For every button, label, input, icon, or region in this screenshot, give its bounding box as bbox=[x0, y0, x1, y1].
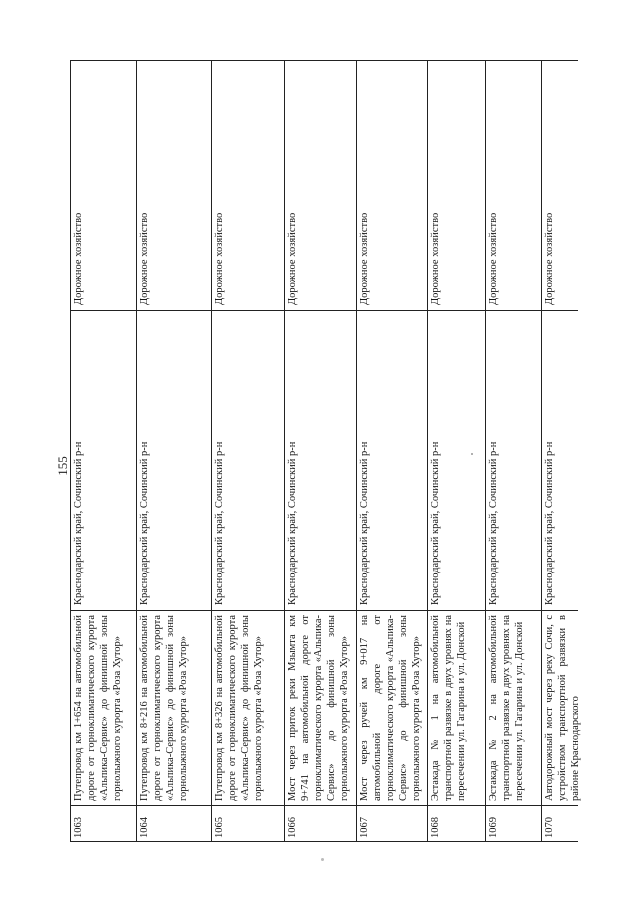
sector: Дорожное хозяйство bbox=[488, 212, 499, 305]
location-cell bbox=[212, 311, 284, 611]
table-row bbox=[427, 60, 485, 842]
location: Краснодарский край, Сочинский р-н bbox=[73, 441, 84, 605]
row-number-cell bbox=[542, 806, 578, 842]
location-cell bbox=[486, 311, 541, 611]
object-name: Мост через приток реки Мзымта км 9+741 на автомобильной дороге от горноклиматического курорта «Альпика-Сервис» до финишной зоны горнолыжного курорта «Роза Хутор» bbox=[287, 615, 350, 801]
row-number-cell bbox=[486, 806, 541, 842]
location: Краснодарский край, Сочинский р-н bbox=[359, 441, 370, 605]
location-cell bbox=[285, 311, 356, 611]
object-name: Автодорожный мост через реку Сочи, с устройством транспортной развязки в районе Краснодарского bbox=[544, 615, 581, 801]
location-cell bbox=[428, 311, 485, 611]
object-name-cell bbox=[71, 611, 136, 806]
sector: Дорожное хозяйство bbox=[544, 212, 555, 305]
sector-cell bbox=[542, 60, 578, 311]
object-name-cell bbox=[542, 611, 581, 806]
location-cell bbox=[357, 311, 427, 611]
location: Краснодарский край, Сочинский р-н bbox=[214, 441, 225, 605]
object-name-cell bbox=[428, 611, 485, 806]
page-number: 155 bbox=[55, 456, 70, 476]
object-name-cell bbox=[357, 611, 427, 806]
object-name: Путепровод км 8+216 на автомобильной дороге от горноклиматического курорта «Альпика-Сервис» до финишной зоны горнолыжного курорта «Роза Хутор» bbox=[139, 615, 189, 801]
row-number: 1069 bbox=[488, 817, 499, 838]
row-number-cell bbox=[357, 806, 427, 842]
object-name: Мост через ручей км 9+017 на автомобильной дороге от горноклиматического курорта «Альпика-Сервис» до финишной зоны горнолыжного курорта «Роза Хутор» bbox=[359, 615, 422, 801]
objects-table bbox=[70, 60, 581, 842]
sector: Дорожное хозяйство bbox=[430, 212, 441, 305]
location: Краснодарский край, Сочинский р-н bbox=[287, 441, 298, 605]
row-number: 1068 bbox=[430, 817, 441, 838]
sector-cell bbox=[212, 60, 284, 311]
object-name-cell bbox=[285, 611, 356, 806]
row-number: 1064 bbox=[139, 817, 150, 838]
row-number: 1067 bbox=[359, 817, 370, 838]
row-number-cell bbox=[71, 806, 136, 842]
sector-cell bbox=[71, 60, 136, 311]
location: Краснодарский край, Сочинский р-н bbox=[430, 441, 441, 605]
object-name-cell bbox=[486, 611, 541, 806]
sector: Дорожное хозяйство bbox=[73, 212, 84, 305]
sector: Дорожное хозяйство bbox=[287, 212, 298, 305]
scan-speck bbox=[471, 453, 473, 455]
row-number: 1063 bbox=[73, 817, 84, 838]
sector-cell bbox=[428, 60, 485, 311]
row-number-cell bbox=[285, 806, 356, 842]
location-cell bbox=[542, 311, 578, 611]
sector-cell bbox=[285, 60, 356, 311]
table-row bbox=[284, 60, 356, 842]
object-name: Путепровод км 8+326 на автомобильной дороге от горноклиматического курорта «Альпика-Сервис» до финишной зоны горнолыжного курорта «Роза Хутор» bbox=[214, 615, 264, 801]
sector-cell bbox=[137, 60, 211, 311]
row-number: 1066 bbox=[287, 817, 298, 838]
location: Краснодарский край, Сочинский р-н bbox=[139, 441, 150, 605]
location-cell bbox=[71, 311, 136, 611]
object-name: Путепровод км 1+654 на автомобильной дороге от горноклиматического курорта «Альпика-Сервис» до финишной зоны горнолыжного курорта «Роза Хутор» bbox=[73, 615, 123, 801]
table-row bbox=[136, 60, 211, 842]
row-number-cell bbox=[428, 806, 485, 842]
row-number-cell bbox=[137, 806, 211, 842]
row-number-cell bbox=[212, 806, 284, 842]
location: Краснодарский край, Сочинский р-н bbox=[488, 441, 499, 605]
sector: Дорожное хозяйство bbox=[214, 212, 225, 305]
sector-cell bbox=[357, 60, 427, 311]
table-row bbox=[485, 60, 541, 842]
table-row bbox=[541, 60, 581, 842]
table-row bbox=[356, 60, 427, 842]
object-name: Эстакада № 2 на автомобильной транспортной развязке в двух уровнях на пересечении ул. Гагарина и ул. Донской bbox=[488, 615, 525, 801]
table-row bbox=[211, 60, 284, 842]
location: Краснодарский край, Сочинский р-н bbox=[544, 441, 555, 605]
object-name: Эстакада № 1 на автомобильной транспортной развязке в двух уровнях на пересечении ул. Гагарина и ул. Донской bbox=[430, 615, 467, 801]
row-number: 1070 bbox=[544, 817, 555, 838]
object-name-cell bbox=[137, 611, 211, 806]
sector: Дорожное хозяйство bbox=[359, 212, 370, 305]
object-name-cell bbox=[212, 611, 284, 806]
location-cell bbox=[137, 311, 211, 611]
sector: Дорожное хозяйство bbox=[139, 212, 150, 305]
sector-cell bbox=[486, 60, 541, 311]
scan-speck bbox=[321, 858, 324, 861]
row-number: 1065 bbox=[214, 817, 225, 838]
table-row bbox=[70, 60, 136, 842]
table-viewport bbox=[70, 60, 581, 842]
